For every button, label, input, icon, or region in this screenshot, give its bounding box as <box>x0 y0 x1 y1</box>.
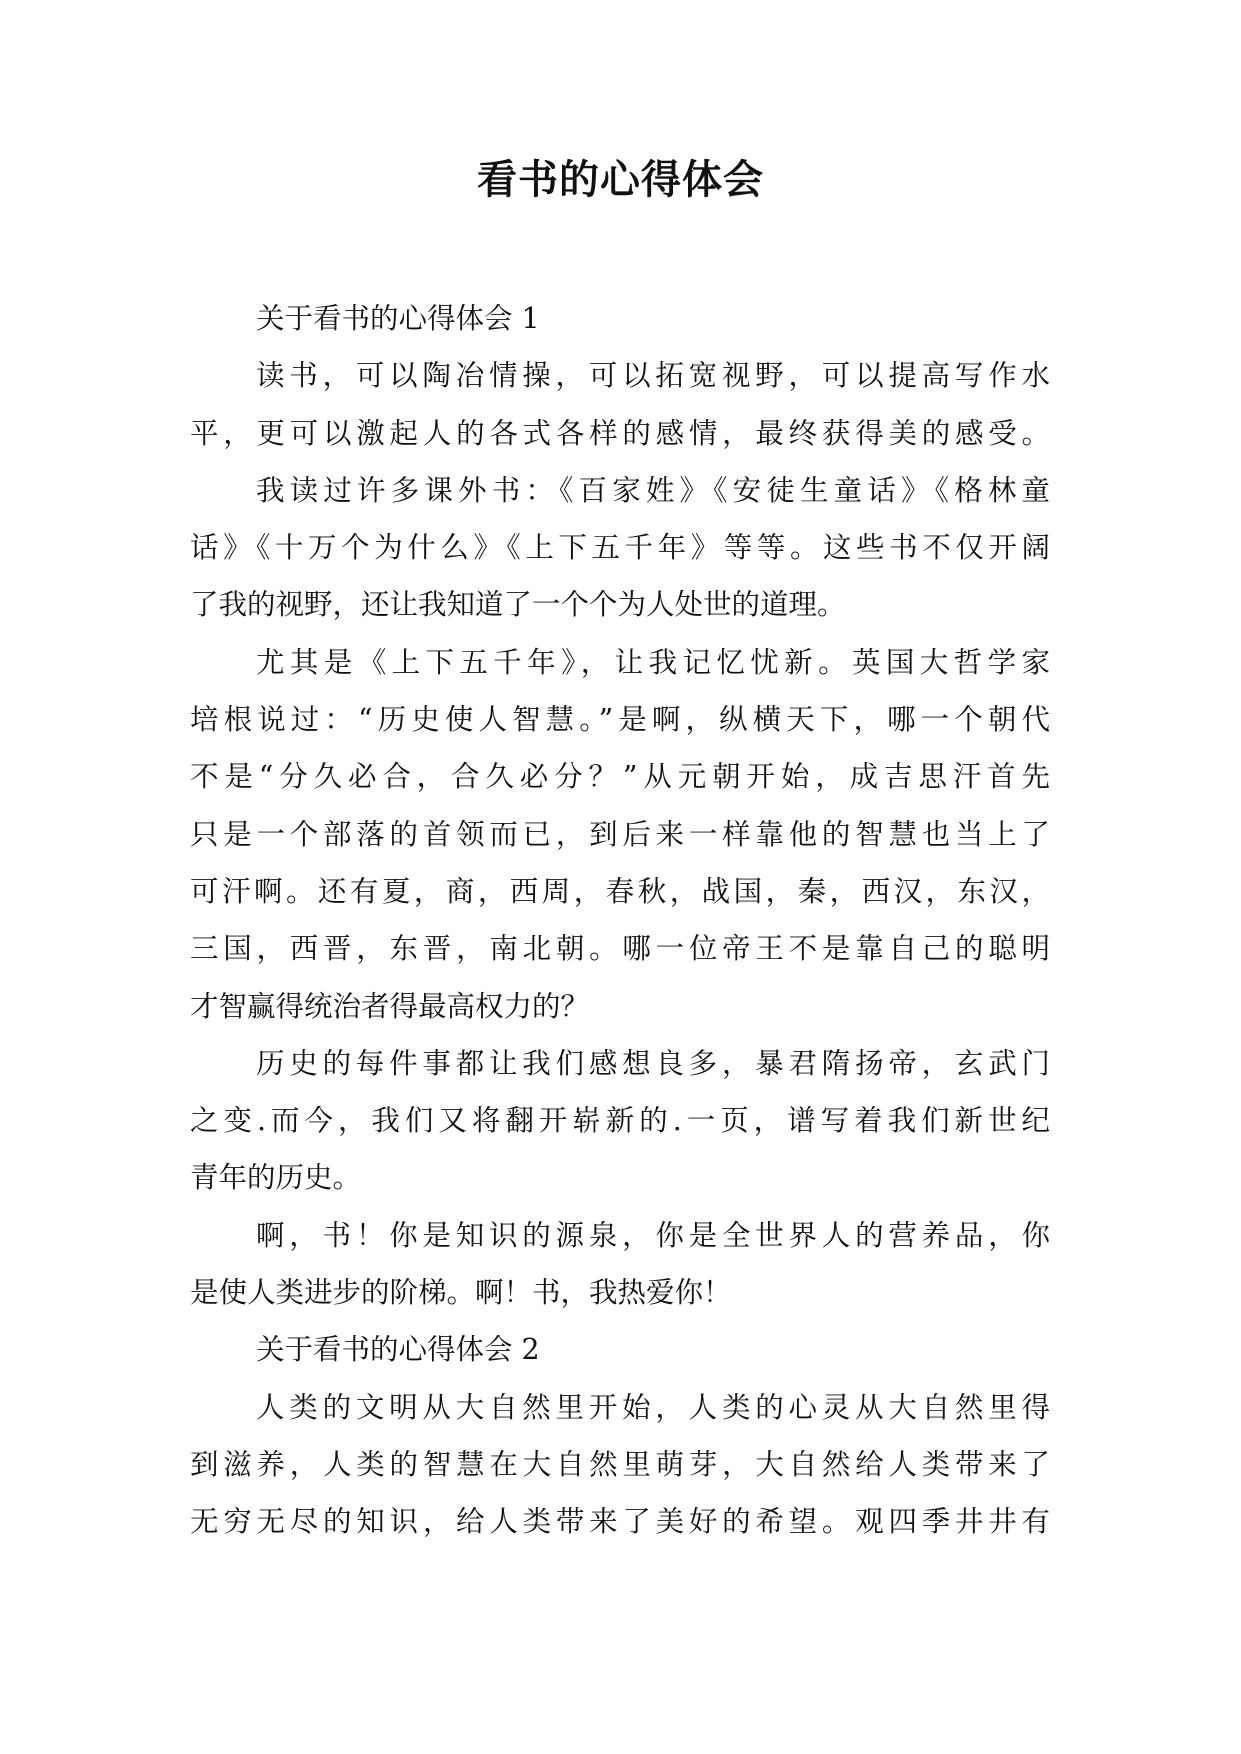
paragraph-line: 话》《十万个为什么》《上下五千年》等等。这些书不仅开阔 <box>190 531 1050 565</box>
paragraph-first-line: 关于看书的心得体会 1 <box>256 302 540 335</box>
paragraph-line: 了我的视野，还让我知道了一个个为人处世的道理。 <box>190 588 846 622</box>
paragraph-line: 青年的历史。 <box>190 1161 362 1195</box>
paragraph-first-line: 啊，书！你是知识的源泉，你是全世界人的营养品，你 <box>256 1218 1050 1252</box>
paragraph-line: 无穷无尽的知识，给人类带来了美好的希望。观四季井井有 <box>190 1505 1050 1539</box>
paragraph-line: 三国，西晋，东晋，南北朝。哪一位帝王不是靠自己的聪明 <box>190 932 1050 966</box>
paragraph-first-line: 人类的文明从大自然里开始，人类的心灵从大自然里得 <box>256 1390 1050 1424</box>
paragraph-line: 之变.而今，我们又将翻开崭新的.一页，谱写着我们新世纪 <box>190 1104 1050 1138</box>
paragraph-line: 不是“分久必合，合久必分？”从元朝开始，成吉思汗首先 <box>190 760 1050 794</box>
paragraph-line: 可汗啊。还有夏，商，西周，春秋，战国，秦，西汉，东汉， <box>190 874 1050 908</box>
paragraph-line: 才智赢得统治者得最高权力的？ <box>190 989 590 1023</box>
document-body <box>190 290 1050 1551</box>
paragraph-line: 培根说过：“历史使人智慧。”是啊，纵横天下，哪一个朝代 <box>190 703 1050 737</box>
paragraph-first-line: 关于看书的心得体会 2 <box>256 1333 540 1367</box>
paragraph-line: 到滋养，人类的智慧在大自然里萌芽，大自然给人类带来了 <box>190 1447 1050 1481</box>
paragraph-line: 是使人类进步的阶梯。啊！书，我热爱你！ <box>190 1276 732 1310</box>
paragraph-first-line: 尤其是《上下五千年》，让我记忆忧新。英国大哲学家 <box>256 645 1050 679</box>
paragraph-first-line: 读书，可以陶冶情操，可以拓宽视野，可以提高写作水 <box>256 359 1050 393</box>
paragraph-line: 只是一个部落的首领而已，到后来一样靠他的智慧也当上了 <box>190 817 1050 851</box>
paragraph-first-line: 我读过许多课外书：《百家姓》《安徒生童话》《格林童 <box>256 473 1050 507</box>
paragraph-line: 平，更可以激起人的各式各样的感情，最终获得美的感受。 <box>190 416 1050 450</box>
document-title: 看书的心得体会 <box>477 157 764 203</box>
paragraph-first-line: 历史的每件事都让我们感想良多，暴君隋扬帝，玄武门 <box>256 1046 1050 1080</box>
